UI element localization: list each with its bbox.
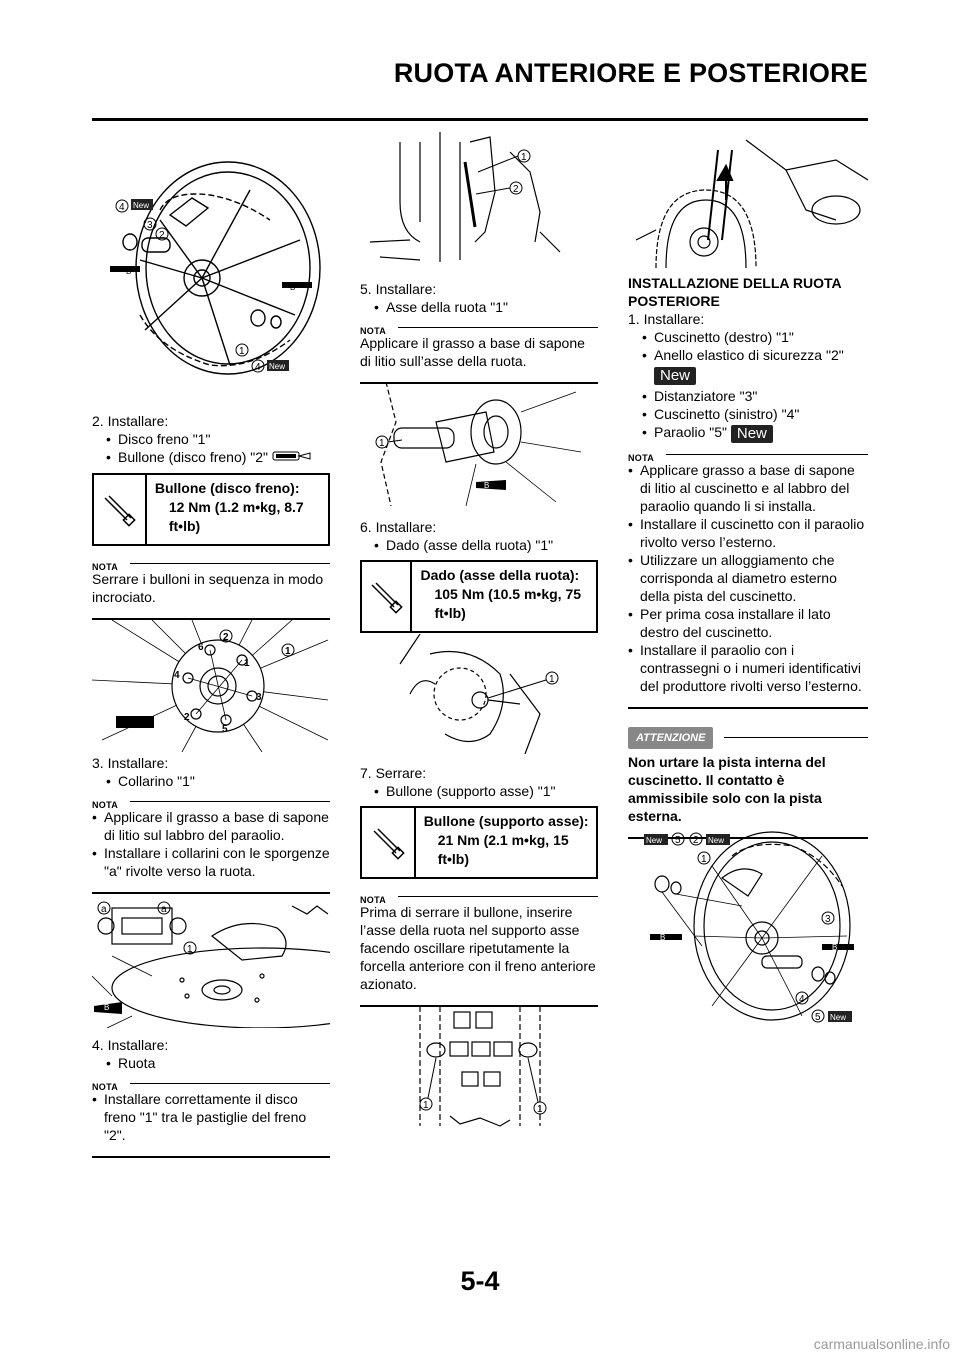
svg-text:1: 1 [521, 152, 527, 163]
svg-text:6: 6 [198, 642, 204, 653]
spec-title: Dado (asse della ruota): [420, 567, 580, 583]
svg-text:1: 1 [549, 674, 555, 685]
nota-item: • Applicare il grasso a base di sapone di litio sul labbro del paraolio. [92, 808, 330, 844]
figure-axle-insert [360, 132, 598, 270]
figure-rear-wheel-exploded [642, 826, 862, 1036]
torque-icon [362, 562, 412, 631]
spec-title: Bullone (supporto asse): [423, 813, 589, 829]
spec-value: 12 Nm (1.2 m•kg, 8.7 ft•lb) [168, 499, 304, 535]
svg-text:New: New [646, 836, 663, 845]
svg-text:4: 4 [799, 994, 805, 1005]
svg-text:1: 1 [537, 1104, 543, 1115]
svg-text:2: 2 [693, 835, 699, 846]
new-badge: New [731, 425, 773, 443]
svg-text:4: 4 [255, 362, 261, 373]
svg-text:New: New [830, 1013, 847, 1022]
step-4: 4. Installare: [92, 1037, 169, 1053]
spec-value: 21 Nm (2.1 m•kg, 15 ft•lb) [437, 832, 569, 867]
figure-disc-bolt-sequence [92, 620, 330, 752]
nota-end-rule [92, 892, 330, 894]
nota-text: Serrare i bulloni in sequenza in modo incrociato. [92, 571, 324, 606]
svg-text:2: 2 [513, 184, 519, 195]
step-2: 2. Installare: [92, 413, 169, 429]
svg-text:1: 1 [379, 438, 385, 449]
svg-text:5: 5 [815, 1012, 821, 1023]
svg-text:B: B [104, 1003, 110, 1012]
step-5-item-1: • Asse della ruota "1" [360, 298, 598, 316]
step-2-item-2: • Bullone (disco freno) "2" [92, 448, 330, 467]
svg-text:B: B [484, 481, 490, 490]
svg-text:1: 1 [239, 346, 245, 357]
figure-axle-grease [366, 382, 586, 506]
svg-text:2: 2 [159, 230, 165, 241]
nota-header: NOTA [628, 447, 868, 461]
nota-item: • Installare il cuscinetto con il paraolio rivolto verso l’esterno. [628, 515, 868, 551]
item-spacer: • Distanziatore "3" [628, 387, 868, 405]
nota-item: • Utilizzare un alloggiamento che corrisponda al diametro esterno della pista del cuscinetto. [628, 551, 868, 605]
watermark: carmanualsonline.info [813, 1336, 950, 1352]
item-bearing-left: • Cuscinetto (sinistro) "4" [628, 405, 868, 423]
nota-item: • Per prima cosa installare il lato destro del cuscinetto. [628, 605, 868, 641]
step-6-item-1: • Dado (asse della ruota) "1" [360, 536, 598, 554]
svg-text:5: 5 [222, 724, 228, 735]
svg-text:5: 5 [675, 835, 681, 846]
item-oil-seal: • Paraolio "5" New [628, 423, 868, 442]
spec-box-disc-bolt [92, 473, 330, 546]
figure-fork-bolts [400, 996, 560, 1132]
svg-text:New: New [133, 201, 150, 210]
nota-header: NOTA [92, 556, 330, 570]
svg-text:1: 1 [187, 944, 193, 955]
attention-text: Non urtare la pista interna del cuscinetto. Il contatto è ammissibile solo con la pista esterna. [628, 753, 826, 824]
torque-wrench-icon [272, 449, 312, 467]
svg-text:3: 3 [825, 914, 831, 925]
nota-item: • Applicare grasso a base di sapone di litio al cuscinetto e al labbro del paraolio quando li si installa. [628, 461, 868, 515]
svg-text:B: B [126, 267, 132, 276]
callout-4: 4 [119, 202, 125, 213]
item-circlip: • Anello elastico di sicurezza "2" [628, 346, 868, 364]
step-6: 6. Installare: [360, 519, 437, 535]
nota-header: NOTA [92, 794, 330, 808]
nota-header: NOTA [360, 320, 598, 334]
nota-header: NOTA [360, 889, 598, 903]
spec-title: Bullone (disco freno): [154, 480, 300, 497]
new-badge: New [654, 367, 696, 385]
torque-icon [94, 475, 147, 544]
svg-text:4: 4 [174, 670, 180, 681]
svg-text:New: New [708, 836, 725, 845]
figure-collar-install [92, 896, 330, 1028]
step-3-item-1: • Collarino "1" [92, 772, 330, 790]
figure-front-wheel-exploded [100, 150, 330, 380]
svg-text:3: 3 [256, 692, 262, 703]
figure-rear-wheel-bike [636, 130, 868, 268]
nota-text: Applicare il grasso a base di sapone di litio sull’asse della ruota. [360, 335, 585, 369]
step-7-item-1: • Bullone (supporto asse) "1" [360, 782, 598, 800]
nota-text: Prima di serrare il bullone, inserire l’asse della ruota nel supporto asse facendo oscillare ripetutamente la forcella anteriore con il freno anteriore azionato. [360, 904, 596, 992]
svg-text:1: 1 [244, 658, 250, 669]
nota-item: • Installare i collarini con le sporgenze "a" rivolte verso la ruota. [92, 844, 330, 880]
spec-box-axle-nut [360, 560, 598, 633]
nota-end-rule [92, 1156, 330, 1158]
step-4-item-1: • Ruota [92, 1054, 330, 1072]
nota-item: • Installare correttamente il disco freno "1" tra le pastiglie del freno "2". [92, 1090, 330, 1144]
page-number: 5-4 [460, 1266, 500, 1296]
figure-axle-nut [390, 634, 586, 754]
step-7: 7. Serrare: [360, 765, 427, 781]
nota-header: NOTA [92, 1076, 330, 1090]
item-bearing-right: • Cuscinetto (destro) "1" [628, 328, 868, 346]
section-heading: INSTALLAZIONE DELLA RUOTA POSTERIORE [628, 275, 842, 309]
header-rule [92, 118, 868, 121]
attention-header [628, 727, 868, 747]
svg-text:1: 1 [701, 854, 707, 865]
svg-text:1: 1 [423, 1100, 429, 1111]
attention-label: ATTENZIONE [628, 727, 713, 749]
step-3: 3. Installare: [92, 755, 169, 771]
svg-text:2: 2 [184, 712, 190, 723]
spec-box-axle-holder-bolt [360, 806, 598, 879]
svg-text:1: 1 [285, 646, 291, 657]
nota-item: • Installare il paraolio con i contrassegni o i numeri identificativi del produttore rivolti verso l’esterno. [628, 641, 868, 695]
svg-text:a: a [161, 904, 167, 915]
svg-text:3: 3 [147, 220, 153, 231]
svg-text:New: New [269, 362, 286, 371]
step-2-item-1: • Disco freno "1" [92, 430, 330, 448]
svg-text:B: B [290, 283, 296, 292]
step-1: 1. Installare: [628, 311, 705, 327]
svg-text:2: 2 [223, 632, 229, 643]
step-5: 5. Installare: [360, 281, 437, 297]
spec-value: 105 Nm (10.5 m•kg, 75 ft•lb) [434, 586, 582, 621]
svg-text:B: B [832, 943, 838, 952]
svg-text:a: a [101, 904, 107, 915]
torque-icon [362, 808, 416, 877]
nota-end-rule [628, 707, 868, 709]
page-title: RUOTA ANTERIORE E POSTERIORE [393, 58, 868, 88]
svg-text:B: B [660, 933, 666, 942]
